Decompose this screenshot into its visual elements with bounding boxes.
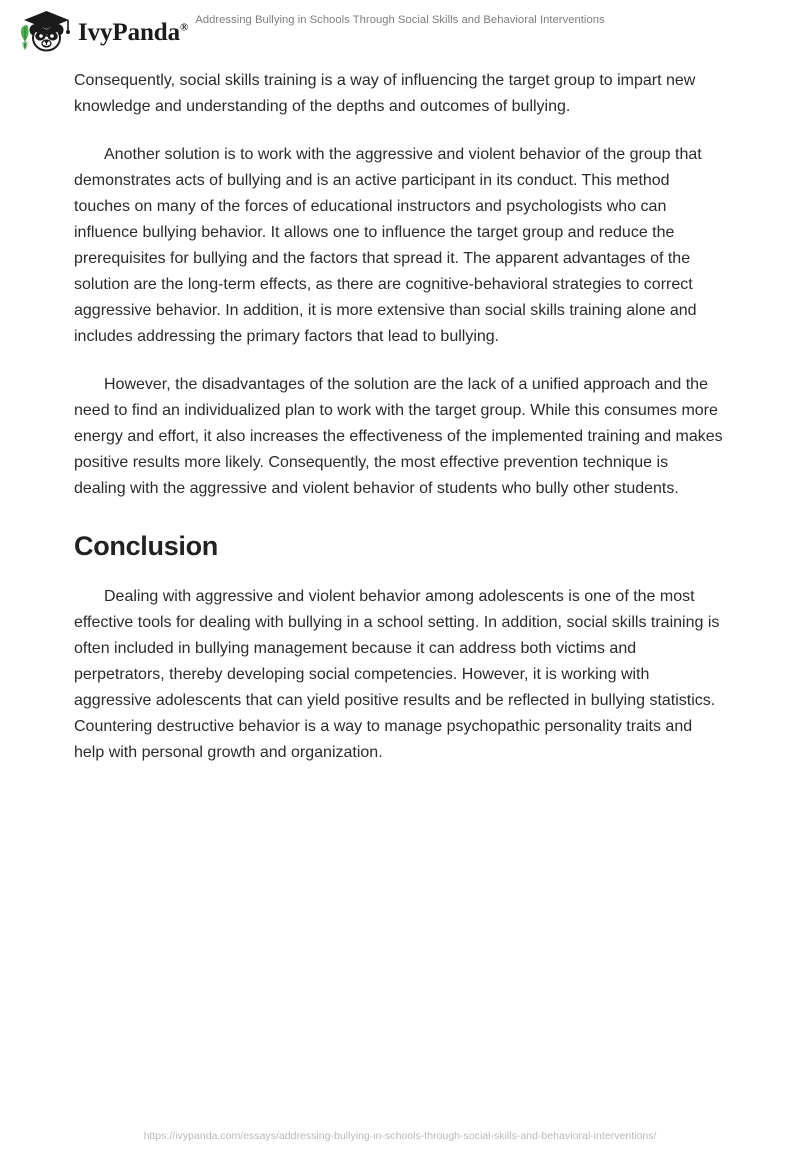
document-running-title: Addressing Bullying in Schools Through Social Skills and Behavioral Interventions <box>195 14 605 26</box>
source-url-link[interactable]: https://ivypanda.com/essays/addressing-bullying-in-schools-through-social-skills-and-behavioral-interventions/ <box>143 1130 657 1142</box>
section-heading-conclusion: Conclusion <box>74 531 218 561</box>
paragraph-2: Another solution is to work with the aggressive and violent behavior of the group that demonstrates acts of bullying and is an active participant in its conduct. This method touches on many of the forces of educational instructors and psychologists who can influence bullying behavior. It allows one to influence the target group and reduce the prerequisites for bullying and the factors that spread it. The apparent advantages of the solution are the long-term effects, as there are cognitive-behavioral strategies to correct aggressive behavior. In addition, it is more extensive than social skills training alone and includes addressing the primary factors that lead to bullying. <box>74 146 702 345</box>
paragraph-conclusion: Dealing with aggressive and violent behavior among adolescents is one of the most effective tools for dealing with bullying in a school setting. In addition, social skills training is often included in bullying management because it can address both victims and perpetrators, thereby developing social competencies. However, it is working with aggressive adolescents that can yield positive results and be reflected in bullying statistics. Countering destructive behavior is a way to manage psychopathic personality traits and help with personal growth and organization. <box>74 588 720 761</box>
page-header <box>0 0 800 60</box>
brand-name-text: IvyPanda <box>78 18 181 46</box>
document-body <box>74 68 724 788</box>
registered-trademark-symbol: ® <box>180 21 189 34</box>
paragraph-3: However, the disadvantages of the solution are the lack of a unified approach and the need to find an individualized plan to work with the target group. While this consumes more energy and effort, it also increases the effectiveness of the implemented training and makes positive results more likely. Consequently, the most effective prevention technique is dealing with the aggressive and violent behavior of students who bully other students. <box>74 376 723 497</box>
page-footer <box>0 1126 800 1144</box>
paragraph-1: Consequently, social skills training is a way of influencing the target group to impart new knowledge and understanding of the depths and outcomes of bullying. <box>74 72 696 115</box>
